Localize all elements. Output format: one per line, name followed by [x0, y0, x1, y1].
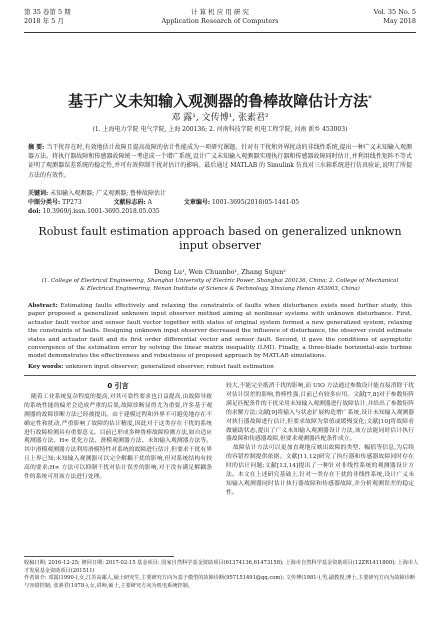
footnote-divider — [24, 556, 174, 557]
issue-date: 2018 年 5 月 — [24, 17, 64, 25]
body-paragraph: 随着工业系统复杂程度的提高,对其可靠性要求也日益提高,由故障导致的系统性能的偏差会造成严重的后果,故障诊断显得尤为重要,许多基于观测器的故障诊断方法已经被提出。由于建模过程和外界不可避免地存在不确定性和扰动,严重影响了故障的估计精度,因此对于这类存在干扰的系统进行故障检测具有重要意义。目前已形成多种鲁棒故障检测方法,如自适应观测器方法、H∞ 优化方法、滑模观测器方法、未知输入观测器方法等。其中滑模观测器方法利用滑模特性对系统的故障进行估计,但要求干扰有界且上界已知;未知输入观测器可以完全解耦干扰的影响,但对系统结构有较高的要求;H∞ 方法可以抑制干扰对估计误差的影响,对于没有满足解耦条件的系统可用该方法进行处理。 — [24, 393, 212, 481]
english-abstract — [28, 302, 412, 361]
article-number-value: 1001-3695(2018)05-1441-05 — [211, 199, 300, 206]
keywords — [28, 189, 412, 198]
doi-value: 10.3969/j.issn.1001-3695.2018.05.035 — [42, 208, 160, 215]
article-number-label: 文章编号: — [183, 199, 211, 206]
author-list: 邓 露¹, 文传博¹, 张素君² — [171, 113, 269, 123]
doc-code-label: 文献标志码: — [113, 199, 146, 206]
volume-issue: 第 35 卷第 5 期 — [24, 8, 71, 16]
paper-title-text: 基于广义未知输入观测器的鲁棒故障估计方法 — [68, 92, 369, 110]
volume-issue-en: Vol. 35 No. 5 — [373, 8, 416, 16]
body-column-left — [24, 382, 212, 482]
clc-label: 中图分类号: — [28, 199, 61, 206]
english-affiliation: (1. College of Electrical Engineering, Shanghai University of Electric Power, Shanghai 200136, China; 2. College of Mechanical & Electrical Engineering, Henan Institute of Science & Technology, Xinxiang Henan 453003, China) — [41, 278, 399, 292]
english-keywords-label: Key words: — [28, 364, 64, 370]
keywords-text: 未知输入观测器; 广义观测器; 鲁棒故障估计 — [50, 190, 166, 197]
footnotes — [24, 560, 419, 590]
abstract-label: 摘 要: — [28, 144, 45, 151]
doi-label: doi: — [28, 208, 41, 215]
keywords-label: 关键词: — [28, 190, 49, 197]
body-paragraph: 故障估计方法可以更加直观地反映出故障的类型、幅值等信息,为后续的容错控制提供依据。文献[11,12]研究了执行器和传感器故障同时存在时的估计问题;文献[13,14]提出了一种针对非线性系统的观测器设计方法。本文在上述研究基础上,针对一类存在干扰的非线性系统,设计广义未知输入观测器同时估计执行器故障和传感器故障,并分析观测误差的稳定性。 — [226, 445, 414, 496]
classification-line — [28, 198, 412, 207]
affiliation: (1. 上海电力学院 电气学院, 上海 200136; 2. 河南科技学院 机电工程学院, 河南 新乡 453003) — [92, 126, 348, 133]
english-abstract-label: Abstract: — [28, 303, 58, 309]
english-authors: Deng Lu¹, Wen Chuanbo¹, Zhang Sujun² — [154, 268, 286, 276]
header-right — [374, 8, 416, 26]
doc-code-value: A — [147, 199, 152, 206]
paper-title — [24, 90, 416, 111]
footnote-dates-funding: 收稿日期: 2016-12-25; 修回日期: 2017-02-15 基金项目: 国家自然科学基金资助项目(61374136,61473158); 上海市自然科学基金资助项目(12ZR1411800); 上海市人才发展基金资助项目(201511) — [24, 560, 419, 574]
chinese-abstract — [28, 143, 412, 180]
english-keywords-text: unknown input observer; generalized observer; robust fault estimation — [65, 364, 274, 370]
issue-date-en: May 2018 — [383, 17, 416, 25]
body-paragraph: 较大,不能完全抵消干扰的影响,而 UIO 方法通过参数设计能直接消除干扰对估计误差的影响,鲁棒性强,目前已有较多应用。文献[7,8]对于参数矩阵满足匹配条件的干扰采用未知输入观测器进行故障估计,并给出了参数矩阵的求解方法;文献[9]将输入与状态扩展构造增广系统,设计未知输入观测器对执行器故障进行估计,但要求故障为常值或缓慢变化;文献[10]将故障看做辅助状态,提出了广义未知输入观测器设计方法,该方法能同时估计执行器故障和传感器故障,但要求观测器匹配条件成立。 — [226, 383, 414, 443]
section-heading: 0 引言 — [107, 382, 129, 390]
abstract-divider — [24, 375, 416, 376]
clc-value: TP273 — [62, 199, 82, 206]
title-footnote-mark: * — [368, 94, 372, 102]
running-header — [24, 6, 416, 33]
header-center — [24, 8, 416, 26]
english-title: Robust fault estimation approach based on generalized unknown input observer — [38, 225, 402, 252]
abstract-text: 当干扰存在时,有效地估计故障且提高故障的估计性能成为一项研究课题。针对有干扰和外界扰动的非线性系统,提出一种广义未知输入观测器方法。将执行器故障和传感器故障统一考虑成一个增广系统,设计广义未知输入观测器实现执行器和传感器故障同时估计,并利用线性矩阵不等式证明了观测器误差系统的稳定性,并可有效抑制干扰对估计的影响。最后通过 MATLAB 的 Simulink 仿真对三水箱系统进行仿真验证,说明了所提方法的有效性。 — [28, 144, 412, 179]
english-keywords — [28, 363, 412, 372]
journal-name-en: Application Research of Computers — [161, 17, 279, 25]
body-column-right — [226, 382, 414, 498]
doi-line — [28, 207, 412, 216]
journal-name-zh: 计 算 机 应 用 研 究 — [191, 8, 249, 16]
footnote-authors: 作者简介: 邓露(1990-),女,江苏高邮人,硕士研究生,主要研究方向为基于模型的故障诊断(957151491@qq.com); 文传博(1981-),男,副教授,博士,主要研究方向为故障诊断与容错控制; 张素君(1978-),女,讲师,硕士,主要研究方向为机电系统控制。 — [24, 575, 416, 589]
english-abstract-text: Estimating faults effectively and relaxing the constraints of faults when disturbance exists need further study, this paper proposed a generalized unknown input observer method aiming at nonlinear systems with unknown disturbance. First, actuator fault vector and sensor fault vector together with states of original system formed a new generalized system, relaxing the constraints of faults. Designing unknown input observer decreased the influence of disturbance, the observer could estimate states and actuator fault and its first order differential vector and sensor fault. Second, it gave the conditions of asymptotic convergence of the estimation error by solving the linear matrix inequality (LMI). Finally, a three-blade horizontal-axis turbine model demonstrates the effectiveness and robustness of proposed approach by MATLAB simulations. — [28, 303, 413, 360]
